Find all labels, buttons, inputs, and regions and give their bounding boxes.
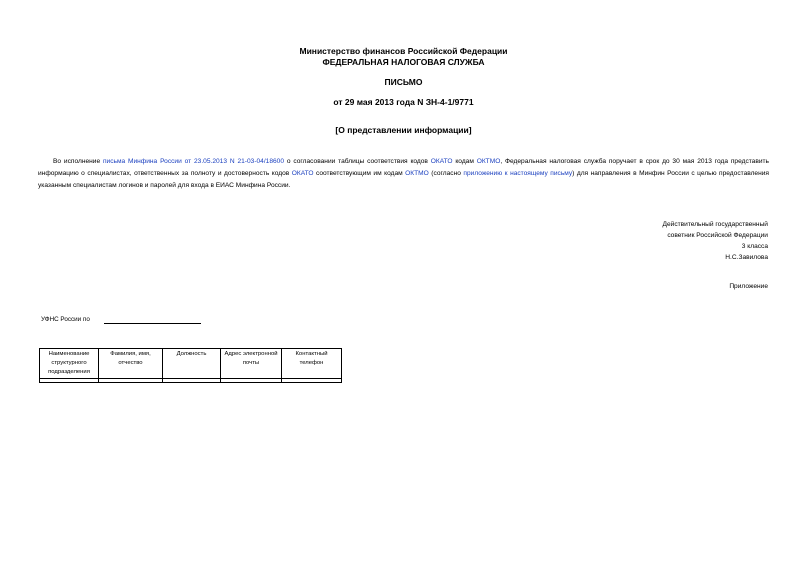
link-oktmo[interactable]: ОКТМО	[476, 158, 501, 165]
column-header: Адрес электронной почты	[221, 349, 282, 379]
body-text-segment: кодам	[452, 158, 477, 165]
table-cell	[221, 379, 282, 383]
column-header: Должность	[163, 349, 221, 379]
ufns-fill-line	[104, 323, 201, 324]
ufns-label: УФНС России по	[41, 316, 90, 323]
letter-body	[38, 156, 769, 192]
table-header-row	[40, 349, 342, 379]
body-text-segment: ) для направления в Минфин России с целью предоставления указанным специалистам логинов и паролей для входа в ЕИАС Минфина России.	[38, 170, 769, 189]
body-text-segment: , Федеральная налоговая служба поручает в срок до 30 мая 2013 года представить информацию о специалистах, ответственных за полноту и достоверность кодов	[38, 158, 769, 177]
appendix-label: Приложение	[729, 283, 768, 290]
signature-rank-line1: Действительный государственный	[662, 221, 768, 228]
link-oktmo-2[interactable]: ОКТМО	[405, 170, 429, 177]
table-cell	[163, 379, 221, 383]
body-text-segment: Во исполнение	[53, 158, 103, 165]
document-type: ПИСЬМО	[384, 77, 423, 87]
signature-rank-line2: советник Российской Федерации	[667, 232, 768, 239]
table-cell	[99, 379, 163, 383]
signature-name: Н.С.Завилова	[725, 254, 768, 261]
body-text-segment: соответствующим им кодам	[313, 170, 406, 177]
link-okato-2[interactable]: ОКАТО	[291, 170, 314, 177]
signature-rank-line3: 3 класса	[741, 243, 768, 250]
body-text-segment: (согласно	[428, 170, 464, 177]
table-row	[40, 379, 342, 383]
table-cell	[40, 379, 99, 383]
ministry-title: Министерство финансов Российской Федерации	[299, 46, 508, 56]
service-title: ФЕДЕРАЛЬНАЯ НАЛОГОВАЯ СЛУЖБА	[322, 57, 485, 67]
column-header: Наименование структурного подразделения	[40, 349, 99, 379]
table-cell	[282, 379, 342, 383]
signature-block	[663, 219, 769, 263]
link-appendix[interactable]: приложению к настоящему письму	[463, 170, 573, 177]
body-text-segment: о согласовании таблицы соответствия кодов	[284, 158, 431, 165]
specialists-table	[39, 348, 342, 383]
link-okato[interactable]: ОКАТО	[430, 158, 453, 165]
document-date-number: от 29 мая 2013 года N ЗН-4-1/9771	[333, 97, 474, 107]
document-subject: [О представлении информации]	[335, 125, 472, 135]
column-header: Фамилия, имя, отчество	[99, 349, 163, 379]
column-header: Контактный телефон	[282, 349, 342, 379]
link-minfin-letter[interactable]: письма Минфина России от 23.05.2013 N 21-03-04/18600	[102, 158, 285, 165]
